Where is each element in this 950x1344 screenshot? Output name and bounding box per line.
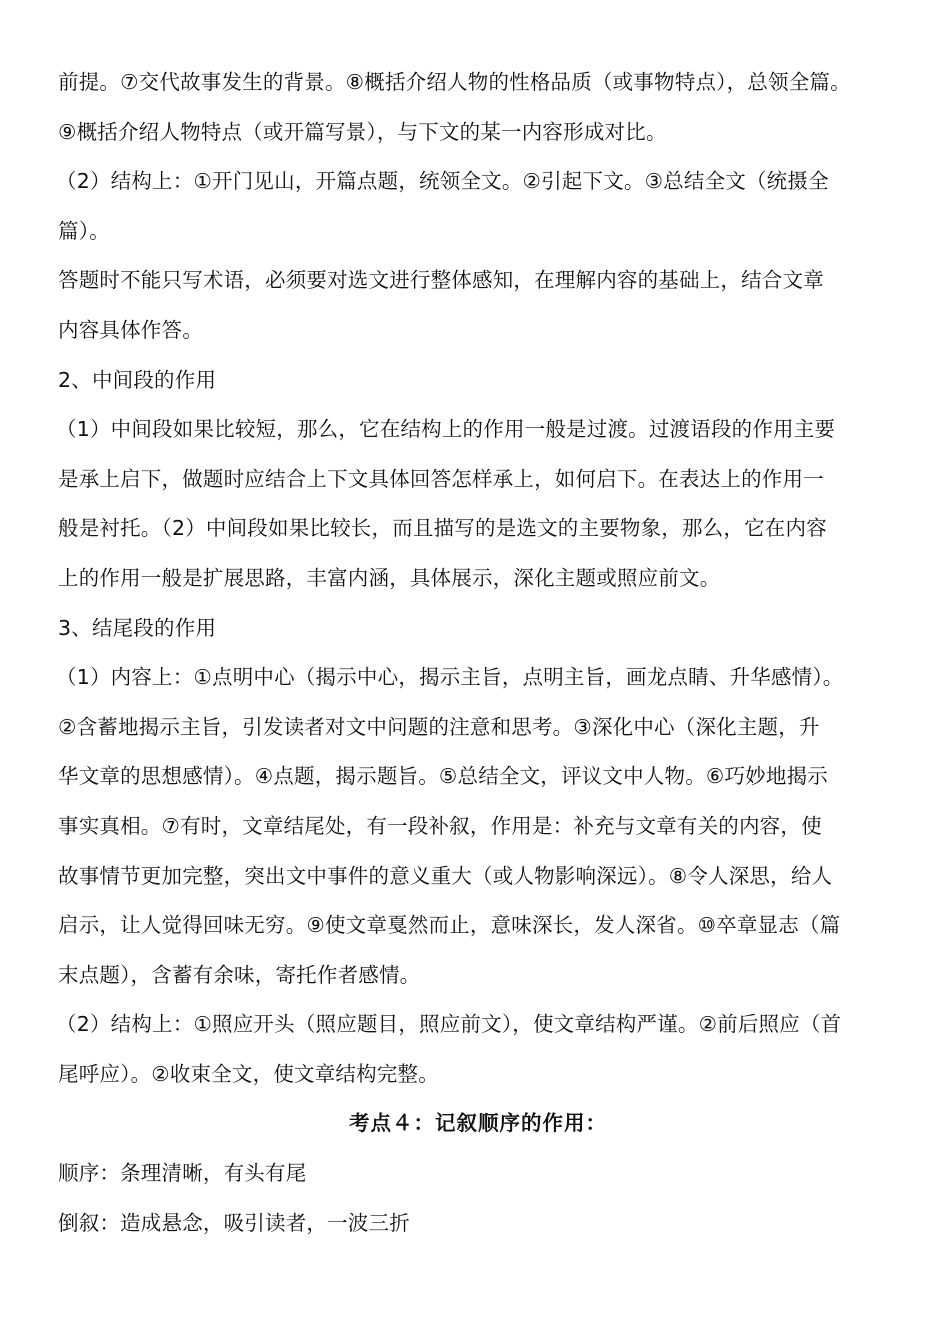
text-line: 是承上启下，做题时应结合上下文具体回答怎样承上，如何启下。在表达上的作用一 [58, 466, 824, 491]
topic-heading: 考点４：记叙顺序的作用： [349, 1111, 607, 1136]
section-heading: 2、中间段的作用 [58, 367, 217, 392]
text-line: 启示，让人觉得回味无穷。⑨使文章戛然而止，意味深长，发人深省。⑩卒章显志（篇 [58, 913, 841, 938]
text-line: 顺序：条理清晰，有头有尾 [58, 1161, 307, 1186]
text-line: ⑨概括介绍人物特点（或开篇写景），与下文的某一内容形成对比。 [58, 119, 667, 144]
text-line: 答题时不能只写术语，必须要对选文进行整体感知，在理解内容的基础上，结合文章 [58, 268, 824, 293]
text-line: （1）内容上：①点明中心（揭示中心，揭示主旨，点明主旨，画龙点睛、升华感情）。 [56, 665, 844, 690]
text-line: 上的作用一般是扩展思路，丰富内涵，具体展示，深化主题或照应前文。 [58, 565, 721, 590]
text-line: 倒叙：造成悬念，吸引读者，一波三折 [58, 1210, 410, 1235]
text-line: 故事情节更加完整，突出文中事件的意义重大（或人物影响深远）。⑧令人深思，给人 [58, 863, 833, 888]
text-line: （1）中间段如果比较短，那么，它在结构上的作用一般是过渡。过渡语段的作用主要 [56, 417, 836, 442]
section-heading: 3、结尾段的作用 [58, 615, 217, 640]
text-line: 华文章的思想感情）。④点题，揭示题旨。⑤总结全文，评议文中人物。⑥巧妙地揭示 [58, 764, 828, 789]
text-line: （2）结构上：①照应开头（照应题目，照应前文），使文章结构严谨。②前后照应（首 [56, 1012, 842, 1037]
text-line: 尾呼应）。②收束全文，使文章结构完整。 [58, 1061, 439, 1086]
text-line: 般是衬托。（2）中间段如果比较长，而且描写的是选文的主要物象，那么，它在内容 [58, 516, 827, 541]
text-line: （2）结构上：①开门见山，开篇点题，统领全文。②引起下文。③总结全文（统摄全 [56, 169, 829, 194]
text-line: 内容具体作答。 [58, 317, 203, 342]
text-line: 篇）。 [58, 218, 110, 243]
document-page [58, 58, 898, 1248]
text-line: ②含蓄地揭示主旨，引发读者对文中问题的注意和思考。③深化中心（深化主题，升 [58, 714, 820, 739]
text-line: 末点题），含蓄有余味，寄托作者感情。 [58, 962, 421, 987]
text-line: 前提。⑦交代故事发生的背景。⑧概括介绍人物的性格品质（或事物特点），总领全篇。 [58, 70, 851, 94]
text-line: 事实真相。⑦有时，文章结尾处，有一段补叙，作用是：补充与文章有关的内容，使 [58, 813, 822, 838]
